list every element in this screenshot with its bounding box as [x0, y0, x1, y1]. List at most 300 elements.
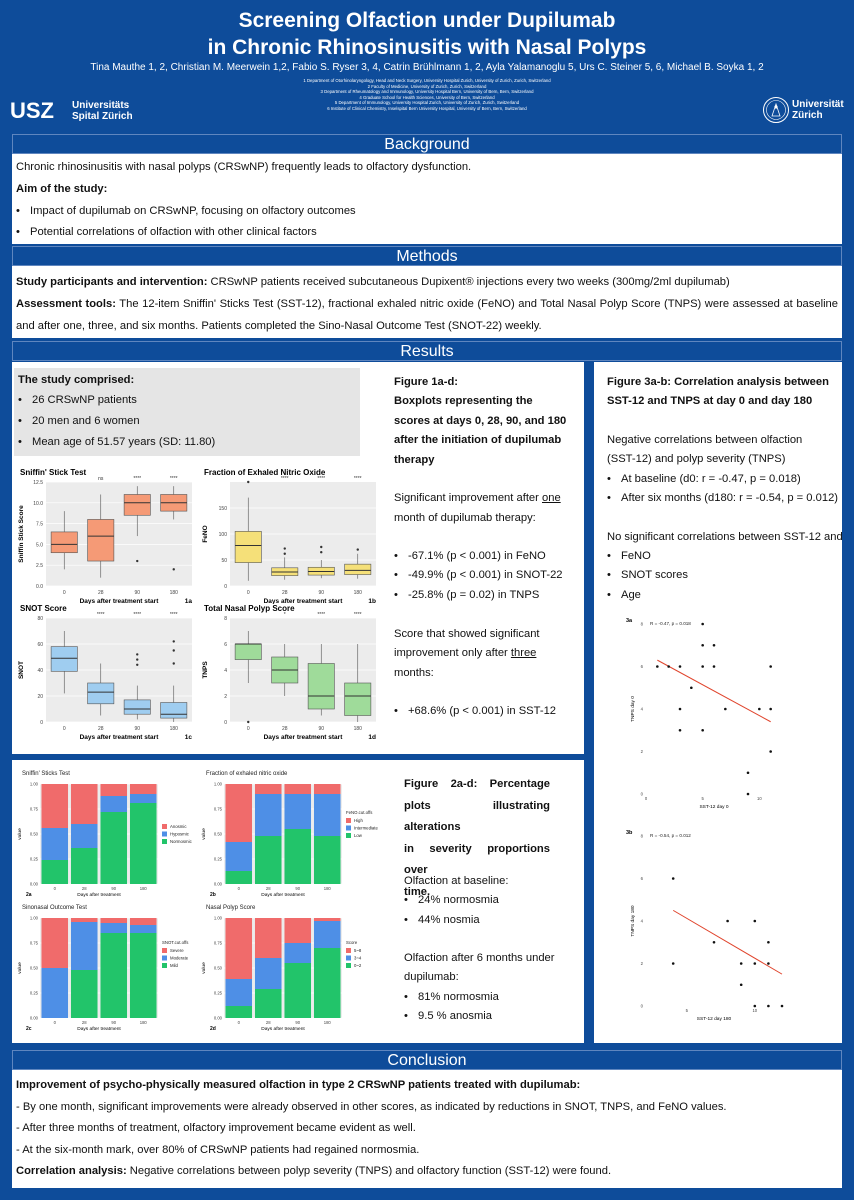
panel-label: 1d	[368, 734, 376, 741]
fig1-sig-text: Significant improvement after	[394, 492, 542, 504]
significance-label: ****	[317, 612, 326, 618]
fig1-three-text: improvement only after	[394, 647, 511, 659]
legend-label: Normosmic	[170, 839, 192, 845]
y-tick-label: 6	[640, 664, 643, 670]
y-tick-label: 1.00	[29, 781, 38, 787]
stacked-bar-segment	[314, 836, 341, 884]
x-tick-label: 10	[752, 1008, 758, 1013]
y-tick-label: 0	[40, 720, 43, 726]
stacked-bar-segment	[284, 918, 311, 943]
y-tick-label: 0.00	[29, 881, 38, 887]
y-tick-label: 10.0	[33, 500, 43, 507]
y-tick-label: 5.0	[36, 542, 43, 549]
fig3-neg-line-a: Negative correlations between olfaction	[607, 434, 803, 446]
y-tick-label: 0.25	[213, 856, 222, 862]
study-bullet: • Mean age of 51.57 years (SD: 11.80)	[18, 432, 215, 454]
fig3-nosig-line: No significant correlations between SST-12 and	[607, 531, 843, 543]
chart-1c	[12, 600, 202, 742]
stacked-bar-segment	[284, 794, 311, 829]
conclusion-heading: Conclusion	[12, 1050, 842, 1070]
fig2-after-bullet: • 9.5 % anosmia	[404, 1006, 492, 1028]
chart-1a	[12, 464, 202, 604]
legend-swatch	[162, 839, 167, 844]
x-axis-label: Days after treatment start	[79, 734, 159, 741]
methods-participants	[16, 272, 838, 294]
x-tick-label: 5	[685, 1008, 688, 1013]
x-tick-label: 0	[62, 726, 66, 732]
stacked-bar-segment	[41, 784, 68, 828]
uzh-logo-line2: Zürich	[792, 110, 823, 121]
plot-background	[646, 624, 782, 794]
legend-label: 5~8	[354, 948, 362, 954]
fig1-three-line-a: Score that showed significant	[394, 628, 540, 640]
legend-swatch	[346, 818, 351, 823]
y-tick-label: 6	[640, 876, 643, 882]
significance-label: ****	[169, 476, 178, 482]
x-axis-label: Days after treatment start	[263, 734, 343, 741]
scatter-point	[672, 962, 675, 965]
panel-label: 2d	[210, 1026, 216, 1032]
y-tick-label: 1.00	[213, 915, 222, 921]
uzh-logo	[762, 96, 842, 126]
fig2-baseline-title: Olfaction at baseline:	[404, 875, 509, 887]
x-axis-label: Days after treatment	[77, 1027, 121, 1032]
methods-participants-label: Study participants and intervention:	[16, 276, 208, 288]
scatter-point	[701, 644, 704, 647]
x-tick-label: 180	[169, 590, 178, 596]
chart-1d	[196, 600, 386, 742]
fig3-nosig-bullet: • SNOT scores	[607, 565, 688, 587]
scatter-point	[701, 623, 704, 626]
outlier-point	[320, 551, 322, 553]
fig2-caption-line: Figure 2a-d: Percentage	[404, 778, 550, 790]
stacked-bar-segment	[41, 918, 68, 968]
fig2-caption-line: plots illustrating alterations	[404, 799, 550, 833]
y-tick-label: 100	[218, 532, 227, 538]
stacked-bar-segment	[314, 948, 341, 1018]
legend-title: SNOT.cut.offs	[162, 940, 189, 945]
scatter-point	[740, 962, 743, 965]
legend-label: 0~2	[354, 963, 362, 969]
stacked-bar-segment	[314, 921, 341, 948]
outlier-point	[320, 546, 322, 548]
results-heading: Results	[12, 341, 842, 361]
conclusion-lead: Improvement of psycho-physically measured olfaction in type 2 CRSwNP patients treated with dupilumab:	[16, 1079, 581, 1091]
aim-label: Aim of the study:	[16, 183, 108, 195]
y-axis-label: value	[202, 962, 207, 974]
x-axis-label: Days after treatment	[261, 1027, 305, 1032]
y-tick-label: 12.5	[33, 480, 43, 486]
affiliations	[230, 78, 624, 112]
scatter-point	[701, 665, 704, 668]
stacked-bar-segment	[225, 918, 252, 979]
outlier-point	[173, 649, 175, 651]
stacked-bar-segment	[100, 923, 127, 933]
stacked-bar-segment	[100, 812, 127, 884]
fig1-sst-bullet: • +68.6% (p < 0.001) in SST-12	[394, 701, 556, 723]
y-tick-label: 0.50	[29, 831, 38, 837]
fig1-sig-line	[394, 488, 561, 510]
y-tick-label: 0.50	[213, 831, 222, 837]
legend-label: Moderate	[170, 955, 189, 961]
scatter-point	[747, 771, 750, 774]
scatter-point	[690, 686, 693, 689]
y-tick-label: 0	[224, 720, 227, 726]
outlier-point	[136, 653, 138, 655]
chart-1b	[196, 464, 386, 604]
stacked-bar-segment	[130, 794, 157, 803]
stacked-bar-segment	[225, 1006, 252, 1018]
affiliation: 5 Department of Immunology, University Hospital Zurich, University of Zurich, Zurich, Switzerland	[334, 100, 520, 106]
fig2-after-bullet: • 81% normosmia	[404, 987, 499, 1009]
significance-label: ns	[98, 476, 104, 482]
methods-heading: Methods	[12, 246, 842, 266]
fig1-three-line-b	[394, 643, 536, 665]
panel-label: 1b	[368, 598, 376, 604]
box	[51, 647, 77, 672]
y-tick-label: 150	[218, 506, 227, 512]
author-list: Tina Mauthe 1, 2, Christian M. Meerwein 1,2, Fabio S. Ryser 3, 4, Catrin Brühlmann 1, 2, Ayla Yalamanoglu 5, Urs C. Steiner 5, 6, Michael B. Soyka 1, 2	[90, 62, 764, 73]
chart-2a	[12, 766, 202, 906]
conclusion-line: - After three months of treatment, olfactory improvement became evident as well.	[16, 1122, 416, 1134]
study-bullet: • 26 CRSwNP patients	[18, 390, 137, 412]
legend-swatch	[346, 826, 351, 831]
chart-title: Fraction of Exhaled Nitric Oxide	[204, 468, 326, 477]
y-axis-label: Sniffin Stick Score	[18, 505, 25, 563]
y-tick-label: 0.25	[213, 990, 222, 996]
fig1-caption-label: Figure 1a-d:	[394, 376, 459, 388]
stacked-bar-segment	[314, 918, 341, 921]
scatter-point	[667, 665, 670, 668]
scatter-point	[672, 877, 675, 880]
y-tick-label: 2	[640, 749, 643, 755]
legend-swatch	[346, 963, 351, 968]
stacked-bar-segment	[71, 918, 98, 922]
y-tick-label: 0	[224, 584, 227, 590]
y-tick-label: 0	[640, 1003, 643, 1009]
methods-tools-text: The 12-item Sniffin' Sticks Test (SST-12), fractional exhaled nitric oxide (FeNO) and Total Nasal Polyp Score (TNPS) were assessed at baseline and after one, three, and six months. Patients completed the Sino-Nasal Outcome Test (SNOT-22) weekly.	[16, 298, 838, 332]
x-tick-label: 10	[756, 796, 762, 801]
fig1-three-line-c: months:	[394, 667, 434, 679]
scatter-point	[740, 983, 743, 986]
y-tick-label: 50	[221, 558, 227, 564]
usz-logo-line1: Universitäts	[72, 100, 130, 111]
y-axis-label: SNOT	[18, 660, 25, 680]
conclusion-line: - By one month, significant improvements were already observed in other scores, as indicated by reductions in SNOT, TNPS, and FeNO values.	[16, 1101, 727, 1113]
stacked-bar-segment	[255, 794, 282, 836]
scatter-point	[754, 962, 757, 965]
legend-swatch	[162, 824, 167, 829]
scatter-point	[769, 750, 772, 753]
scatter-point	[724, 708, 727, 711]
stacked-bar-segment	[41, 828, 68, 860]
legend-label: High	[354, 818, 363, 824]
y-tick-label: 60	[37, 642, 43, 648]
chart-title: Total Nasal Polyp Score	[204, 604, 295, 613]
scatter-point	[754, 1005, 757, 1008]
affiliation: 4 Graduate School for Health Sciences, University of Bern, Switzerland	[359, 94, 495, 100]
panel-label: 2a	[26, 892, 32, 898]
x-tick-label: 0	[246, 590, 250, 596]
outlier-point	[284, 547, 286, 549]
y-tick-label: 0.50	[213, 965, 222, 971]
box	[124, 494, 150, 515]
x-tick-label: 28	[97, 726, 104, 732]
stacked-bar-segment	[130, 784, 157, 794]
outlier-point	[173, 568, 175, 570]
conclusion-correlation	[16, 1161, 611, 1183]
x-tick-label: 28	[81, 886, 87, 891]
fig1-caption-line: therapy	[394, 454, 435, 466]
x-axis-label: Days after treatment	[77, 893, 121, 898]
fig1-caption-line: after the initiation of dupilumab	[394, 434, 562, 446]
x-tick-label: 90	[111, 886, 117, 891]
fig2-after-title-a: Olfaction after 6 months under	[404, 952, 555, 964]
box	[345, 564, 371, 574]
stacked-bar-segment	[71, 848, 98, 884]
conclusion-correlation-label: Correlation analysis:	[16, 1165, 127, 1177]
x-tick-label: 180	[323, 1020, 331, 1025]
x-tick-label: 90	[318, 590, 325, 596]
y-axis-label: TNPS day 0	[631, 696, 636, 722]
background-intro: Chronic rhinosinusitis with nasal polyps (CRSwNP) frequently leads to olfactory dysfunction.	[16, 161, 472, 173]
fig3-neg-bullet: • After six months (d180: r = -0.54, p = 0.012)	[607, 488, 838, 510]
x-axis-label: SST-12 day 180	[696, 1017, 732, 1022]
outlier-point	[136, 664, 138, 666]
legend-swatch	[346, 833, 351, 838]
y-tick-label: 0.75	[29, 940, 38, 946]
chart-3b	[622, 826, 792, 1034]
scatter-point	[754, 920, 757, 923]
y-tick-label: 0.00	[213, 1015, 222, 1021]
legend-label: Low	[354, 833, 362, 839]
y-tick-label: 0.75	[213, 940, 222, 946]
usz-logo	[10, 98, 133, 124]
y-tick-label: 0.0	[36, 584, 43, 590]
stacked-bar-segment	[71, 922, 98, 970]
y-axis-label: TNPS day 180	[631, 905, 636, 937]
panel-label: 3b	[626, 830, 633, 836]
y-tick-label: 0.25	[29, 990, 38, 996]
x-tick-label: 0	[237, 1020, 240, 1025]
y-tick-label: 80	[37, 616, 43, 622]
chart-title: Sinonasal Outcome Test	[22, 905, 87, 911]
conclusion-correlation-text: Negative correlations between polyp severity (TNPS) and olfactory function (SST-12) were found.	[126, 1165, 612, 1177]
y-tick-label: 7.5	[36, 521, 43, 528]
study-bullet: • 20 men and 6 women	[18, 411, 140, 433]
x-tick-label: 0	[62, 590, 66, 596]
methods-tools	[16, 294, 838, 337]
fig3-caption-line: Figure 3a-b: Correlation analysis between	[607, 376, 829, 388]
outlier-point	[247, 481, 249, 483]
scatter-point	[767, 962, 770, 965]
stacked-bar-segment	[100, 784, 127, 796]
uzh-seal-icon	[762, 96, 790, 124]
fig1-caption-line: Boxplots representing the	[394, 395, 533, 407]
chart-title: Nasal Polyp Score	[206, 905, 256, 911]
title-line-2: in Chronic Rhinosinusitis with Nasal Polyps	[207, 36, 647, 59]
fig2-after-title-b: dupilumab:	[404, 971, 459, 983]
scatter-point	[679, 708, 682, 711]
aim-bullet: • Potential correlations of olfaction with other clinical factors	[16, 222, 317, 244]
stacked-bar-segment	[130, 933, 157, 1018]
chart-title: Sniffin' Stick Test	[20, 468, 87, 477]
y-tick-label: 4	[640, 918, 643, 924]
chart-title: Sniffin' Sticks Test	[22, 771, 70, 777]
significance-label: ****	[133, 612, 142, 618]
significance-label: ****	[353, 476, 362, 482]
fig2-baseline-bullet: • 24% normosmia	[404, 890, 499, 912]
y-axis-label: TNPS	[202, 661, 209, 679]
outlier-point	[173, 640, 175, 642]
chart-2d	[196, 900, 386, 1040]
x-tick-label: 90	[295, 1020, 301, 1025]
stacked-bar-segment	[225, 784, 252, 842]
scatter-point	[758, 708, 761, 711]
scatter-point	[701, 729, 704, 732]
y-tick-label: 40	[37, 668, 43, 674]
y-tick-label: 1.00	[213, 781, 222, 787]
methods-tools-label: Assessment tools:	[16, 298, 116, 310]
x-tick-label: 180	[323, 886, 331, 891]
significance-label: ****	[317, 476, 326, 482]
y-tick-label: 1.00	[29, 915, 38, 921]
panel-label: 3a	[626, 618, 633, 624]
stacked-bar-segment	[71, 824, 98, 848]
stacked-bar-segment	[284, 829, 311, 884]
x-axis-label: Days after treatment	[261, 893, 305, 898]
x-tick-label: 28	[281, 726, 288, 732]
panel-label: 1c	[184, 734, 192, 741]
y-tick-label: 0.25	[29, 856, 38, 862]
x-tick-label: 28	[81, 1020, 87, 1025]
uzh-logo-line1: Universität	[792, 99, 844, 110]
y-tick-label: 0.75	[213, 806, 222, 812]
scatter-point	[656, 665, 659, 668]
box	[124, 700, 150, 714]
fig1-bullet: • -67.1% (p < 0.001) in FeNO	[394, 546, 546, 568]
legend-swatch	[162, 832, 167, 837]
x-tick-label: 0	[53, 886, 56, 891]
y-tick-label: 8	[640, 621, 643, 627]
background-heading: Background	[12, 134, 842, 154]
scatter-point	[713, 665, 716, 668]
significance-label: ****	[280, 476, 289, 482]
y-axis-label: value	[202, 828, 207, 840]
x-tick-label: 0	[246, 726, 250, 732]
box	[308, 664, 334, 710]
legend-swatch	[162, 963, 167, 968]
chart-3a	[622, 614, 792, 822]
fig2-caption-line: in severity proportions over	[404, 842, 550, 876]
x-axis-label: SST-12 day 0	[699, 805, 729, 810]
y-tick-label: 0.00	[213, 881, 222, 887]
stacked-bar-segment	[130, 925, 157, 933]
stacked-bar-segment	[130, 803, 157, 884]
chart-2b	[196, 766, 386, 906]
legend-label: Hyposmic	[170, 831, 189, 837]
stacked-bar-segment	[255, 784, 282, 794]
box	[235, 531, 261, 562]
box	[88, 519, 114, 561]
scatter-point	[713, 941, 716, 944]
y-tick-label: 20	[37, 694, 43, 700]
methods-participants-text: CRSwNP patients received subcutaneous Dupixent® injections every two weeks (300mg/2ml dupilumab)	[207, 276, 730, 288]
affiliation: 6 Institute of Clinical Chemistry, Inselspital Bern University Hospital, University of Bern, Bern, Switzerland	[327, 105, 527, 111]
x-tick-label: 180	[169, 726, 178, 732]
stacked-bar-segment	[225, 842, 252, 871]
x-tick-label: 0	[237, 886, 240, 891]
stacked-bar-segment	[255, 836, 282, 884]
scatter-point	[679, 665, 682, 668]
outlier-point	[284, 553, 286, 555]
stacked-bar-segment	[41, 860, 68, 884]
legend-label: Severe	[170, 948, 184, 954]
scatter-point	[679, 729, 682, 732]
fig1-bullet: • -25.8% (p = 0.02) in TNPS	[394, 585, 539, 607]
x-tick-label: 0	[644, 796, 648, 801]
scatter-point	[747, 793, 750, 796]
scatter-point	[767, 1005, 770, 1008]
y-tick-label: 6	[224, 642, 227, 648]
x-tick-label: 28	[281, 590, 288, 596]
affiliation: 1 Department of Otorhinolaryngology, Head and Neck Surgery, University Hospital Zurich, University of Zurich, Zurich, Switzerland	[303, 78, 551, 83]
header	[0, 0, 854, 130]
panel-label: 2c	[26, 1026, 32, 1032]
chart-2c	[12, 900, 202, 1040]
outlier-point	[136, 560, 138, 562]
stacked-bar-segment	[71, 784, 98, 824]
y-tick-label: 2	[640, 961, 643, 967]
legend-swatch	[162, 956, 167, 961]
y-axis-label: FeNO	[202, 525, 209, 543]
legend-label: 3~4	[354, 955, 362, 961]
affiliation: 2 Faculty of Medicine, University of Zurich, Zurich, Switzerland	[367, 83, 487, 89]
fig3-nosig-bullet: • FeNO	[607, 546, 651, 568]
title-line-1: Screening Olfaction under Dupilumab	[238, 9, 616, 32]
x-axis-label: Days after treatment start	[79, 598, 159, 604]
aim-bullet: • Impact of dupilumab on CRSwNP, focusing on olfactory outcomes	[16, 201, 356, 223]
scatter-point	[767, 941, 770, 944]
outlier-point	[136, 658, 138, 660]
usz-logo-line2: Spital Zürich	[72, 111, 133, 122]
y-tick-label: 0.00	[29, 1015, 38, 1021]
y-tick-label: 0.50	[29, 965, 38, 971]
study-title: The study comprised:	[18, 374, 135, 386]
correlation-annotation: R = -0.47, p = 0.018	[650, 621, 691, 626]
y-tick-label: 2.5	[36, 563, 43, 570]
stacked-bar-segment	[71, 970, 98, 1018]
outlier-point	[247, 721, 249, 723]
x-tick-label: 90	[134, 590, 141, 596]
stacked-bar-segment	[255, 958, 282, 989]
stacked-bar-segment	[100, 796, 127, 812]
scatter-point	[769, 708, 772, 711]
stacked-bar-segment	[255, 989, 282, 1018]
stacked-bar-segment	[255, 918, 282, 958]
usz-logo-mark: USZ	[10, 98, 54, 123]
x-tick-label: 180	[139, 1020, 147, 1025]
box	[88, 683, 114, 704]
legend-label: Anosmic	[170, 824, 187, 830]
stacked-bar-segment	[41, 968, 68, 1018]
legend-label: Intermediate	[354, 825, 378, 831]
stacked-bar-segment	[225, 979, 252, 1006]
conclusion-line: - At the six-month mark, over 80% of CRSwNP patients had regained normosmia.	[16, 1144, 420, 1156]
y-tick-label: 4	[224, 668, 227, 674]
fig3-neg-line-b: (SST-12) and polyp severity (TNPS)	[607, 453, 786, 465]
y-tick-label: 8	[640, 833, 643, 839]
